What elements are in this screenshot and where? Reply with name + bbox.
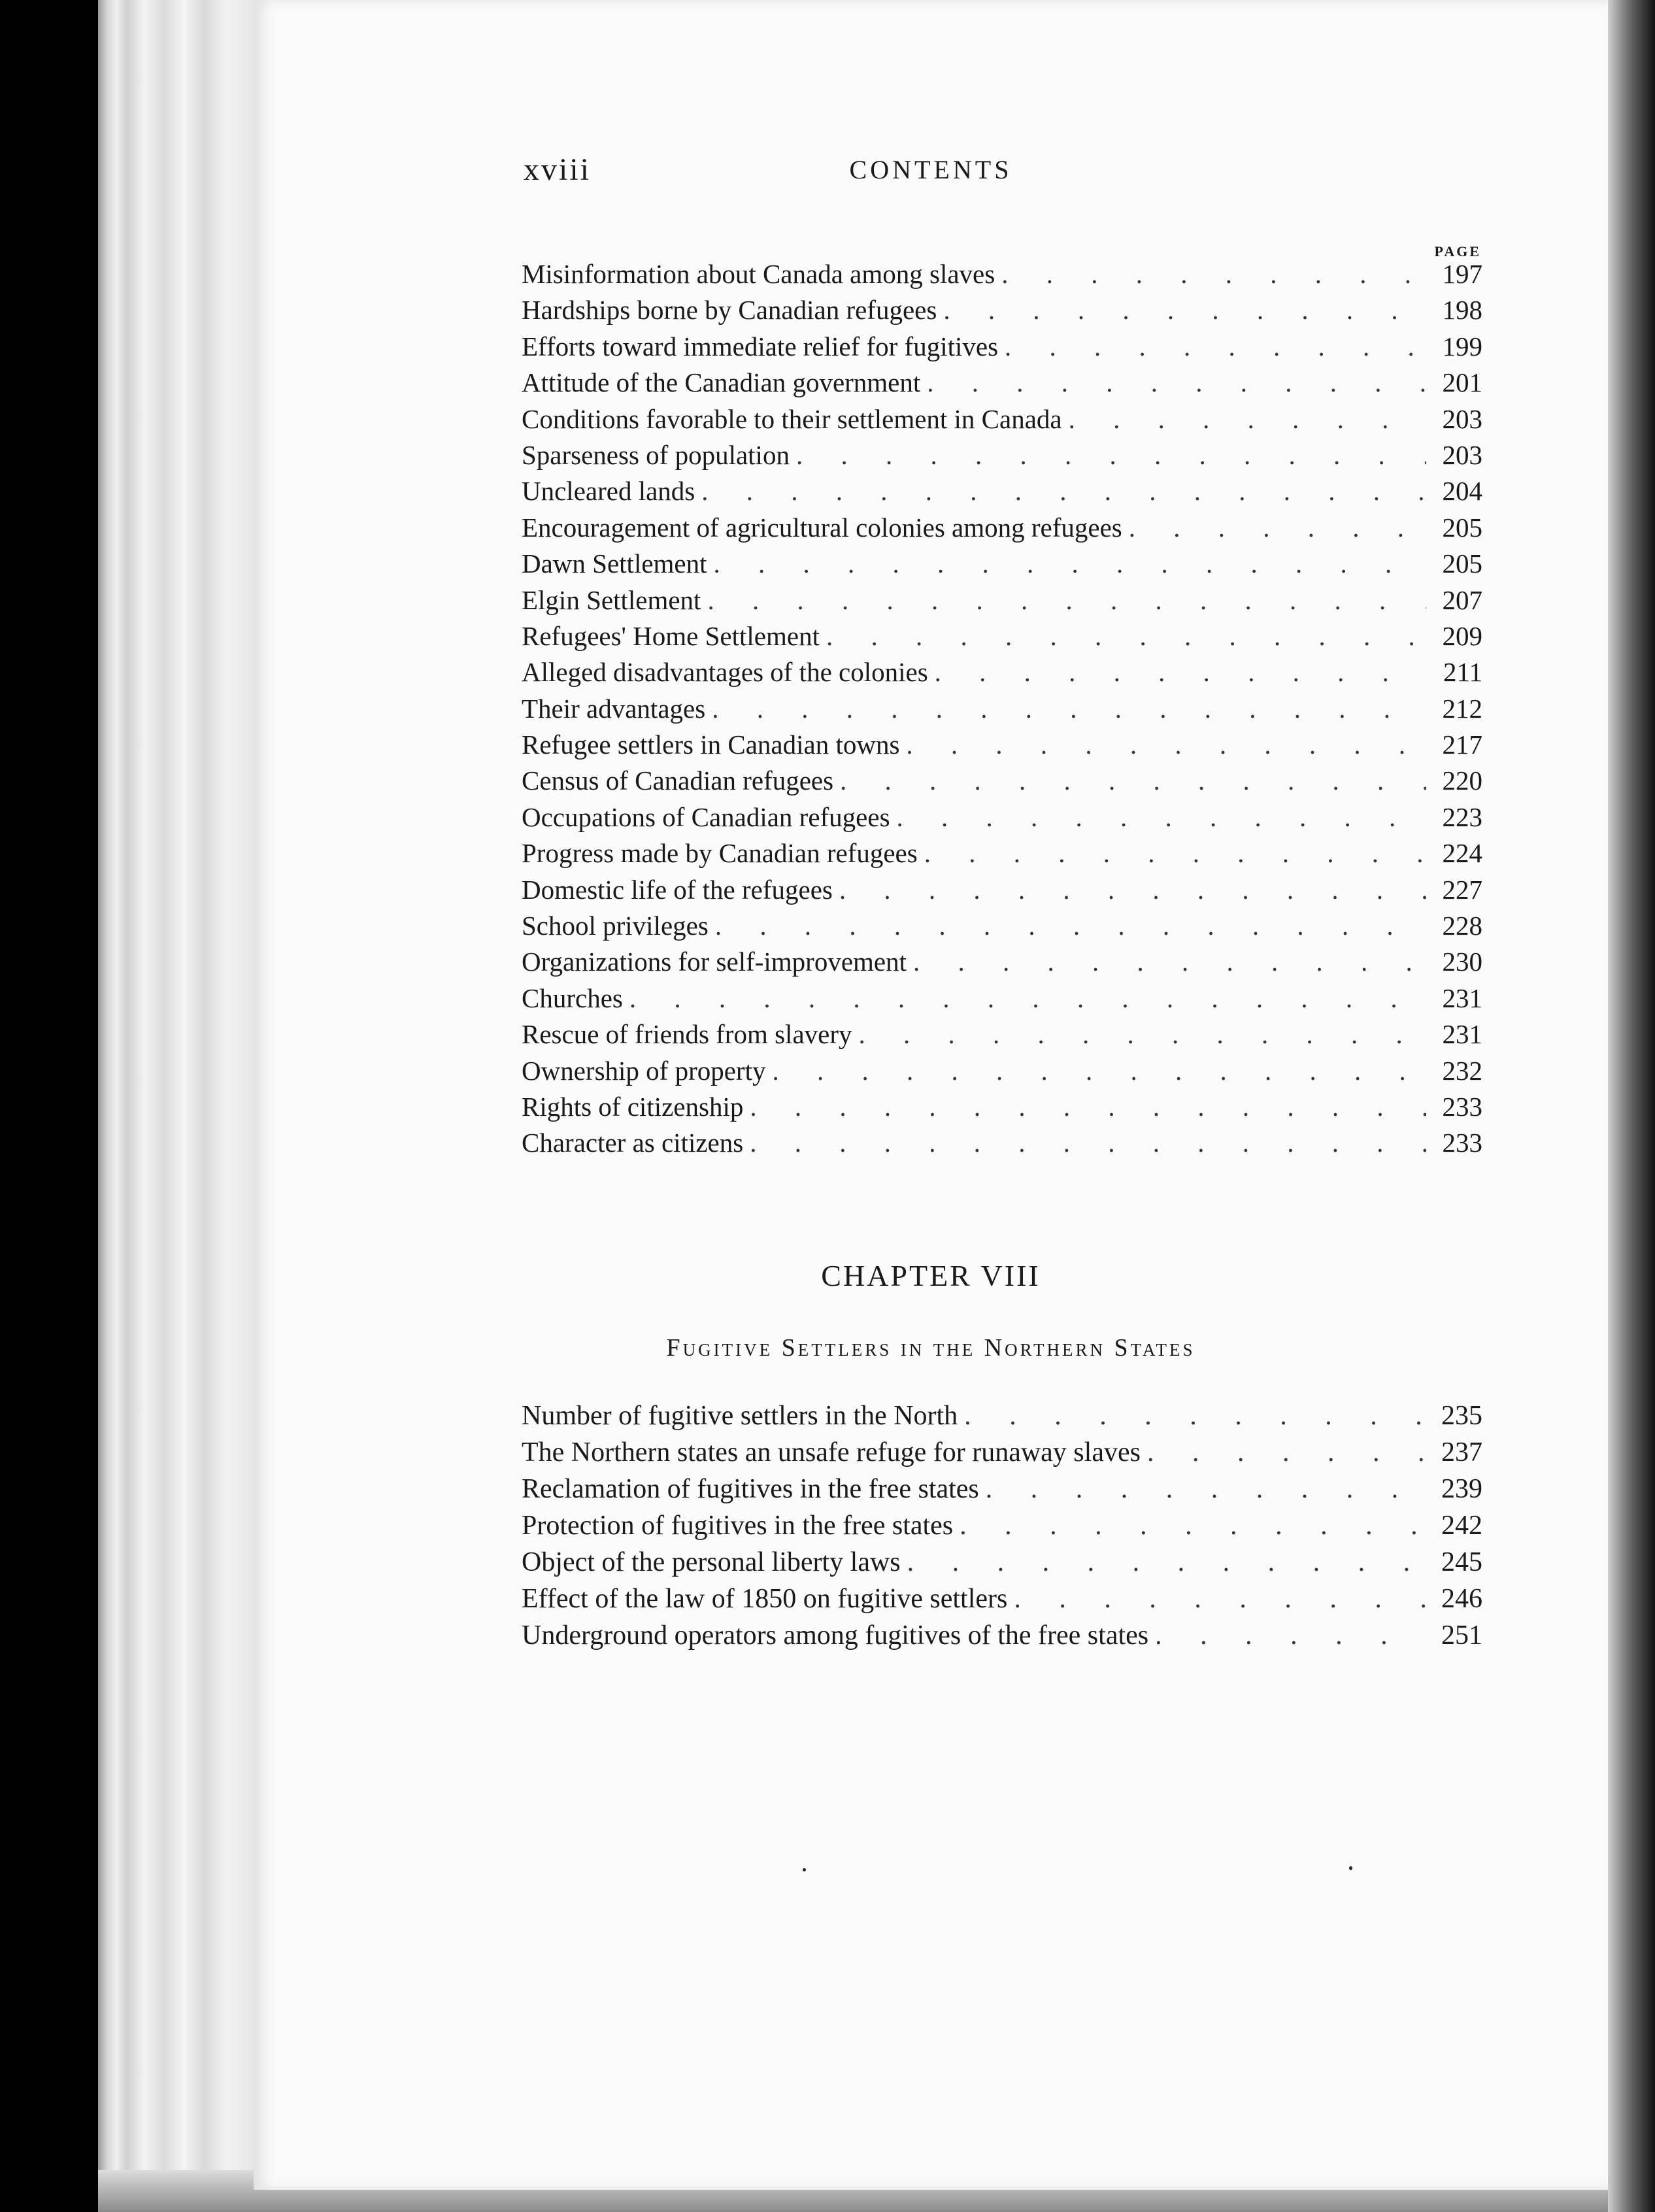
toc-entry-page: 224 xyxy=(1442,838,1482,869)
toc-entry xyxy=(522,1053,1482,1089)
toc-entry-page: 239 xyxy=(1441,1474,1482,1504)
toc-entry xyxy=(522,835,1482,871)
toc-entry-page: 251 xyxy=(1441,1620,1482,1651)
toc-entry-page: 246 xyxy=(1441,1584,1482,1614)
toc-entry xyxy=(522,727,1482,763)
toc-entry-page: 231 xyxy=(1442,982,1482,1013)
toc-entry-page: 203 xyxy=(1442,403,1482,434)
toc-entry-title: Underground operators among fugitives of the free states xyxy=(522,1620,1149,1651)
toc-entry xyxy=(522,1016,1482,1052)
toc-entry xyxy=(522,510,1482,546)
toc-entry xyxy=(522,654,1482,690)
toc-entry-title: The Northern states an unsafe refuge for runaway slaves xyxy=(522,1437,1141,1467)
dot-leader xyxy=(714,546,1426,582)
dot-leader xyxy=(750,1089,1426,1125)
toc-entry xyxy=(522,546,1482,582)
dot-leader xyxy=(1155,1617,1426,1654)
toc-entry-title: Dawn Settlement xyxy=(522,548,707,579)
toc-entry-title: Ownership of property xyxy=(522,1055,766,1086)
dot-leader xyxy=(986,1471,1426,1507)
toc-entry-title: Occupations of Canadian refugees xyxy=(522,801,890,832)
toc-entry-title: Rescue of friends from slavery xyxy=(522,1019,852,1050)
dot-leader xyxy=(750,1125,1426,1161)
dot-leader xyxy=(913,944,1426,980)
toc-entry-page: 212 xyxy=(1442,693,1482,724)
dot-leader xyxy=(1147,1434,1426,1471)
toc-entry-title: Efforts toward immediate relief for fugitives xyxy=(522,331,999,361)
toc-entry-title: Misinformation about Canada among slaves xyxy=(522,259,995,289)
toc-entry-page: 211 xyxy=(1443,657,1482,688)
toc-entry xyxy=(522,292,1482,328)
dot-leader xyxy=(907,1544,1426,1581)
dot-leader xyxy=(1129,510,1426,546)
toc-entry xyxy=(522,799,1482,835)
toc-entry-title: Churches xyxy=(522,982,623,1013)
book-page-edges xyxy=(98,0,255,2203)
toc-entry-title: Rights of citizenship xyxy=(522,1091,744,1122)
dot-leader xyxy=(1001,256,1426,292)
toc-entry xyxy=(522,1507,1482,1544)
toc-entry-title: Encouragement of agricultural colonies among refugees xyxy=(522,512,1122,543)
toc-entry-page: 217 xyxy=(1442,729,1482,760)
toc-entry xyxy=(522,1398,1482,1434)
toc-entry-page: 237 xyxy=(1441,1437,1482,1467)
toc-entry-title: Their advantages xyxy=(522,693,706,724)
toc-entry-page: 205 xyxy=(1442,548,1482,579)
toc-entry xyxy=(522,1617,1482,1654)
toc-entry xyxy=(522,1544,1482,1581)
toc-entry-page: 223 xyxy=(1442,801,1482,832)
toc-entry xyxy=(522,437,1482,473)
dot-leader xyxy=(840,763,1426,799)
toc-entry-title: Elgin Settlement xyxy=(522,584,701,615)
dot-leader xyxy=(924,835,1426,871)
toc-entry-title: Effect of the law of 1850 on fugitive settlers xyxy=(522,1584,1008,1614)
toc-entry-title: Sparseness of population xyxy=(522,439,790,470)
toc-entry-title: Object of the personal liberty laws xyxy=(522,1547,901,1577)
toc-entry-title: Domestic life of the refugees xyxy=(522,874,833,905)
toc-entry-title: Refugee settlers in Canadian towns xyxy=(522,729,900,760)
toc-entry xyxy=(522,763,1482,799)
dot-leader xyxy=(715,908,1426,944)
toc-entry-title: Uncleared lands xyxy=(522,476,695,507)
toc-entry xyxy=(522,980,1482,1016)
toc-entry-page: 228 xyxy=(1442,911,1482,941)
toc-entry-page: 209 xyxy=(1442,620,1482,651)
toc-entry-page: 230 xyxy=(1442,947,1482,977)
toc-entry-title: Hardships borne by Canadian refugees xyxy=(522,295,937,326)
toc-entry xyxy=(522,1125,1482,1161)
toc-entry-page: 201 xyxy=(1442,367,1482,398)
chapter-subtitle: Fugitive Settlers in the Northern States xyxy=(666,1334,1195,1362)
toc-entry xyxy=(522,944,1482,980)
toc-entry xyxy=(522,473,1482,509)
page-header xyxy=(254,152,1608,197)
toc-entry-page: 197 xyxy=(1442,259,1482,289)
toc-entry-page: 235 xyxy=(1441,1401,1482,1431)
toc-entry-page: 233 xyxy=(1442,1091,1482,1122)
toc-entry-page: 204 xyxy=(1442,476,1482,507)
toc-entry-page: 199 xyxy=(1442,331,1482,361)
print-speck xyxy=(1349,1866,1352,1870)
toc-entry-title: Organizations for self-improvement xyxy=(522,947,907,977)
page-column-label: PAGE xyxy=(1434,243,1481,260)
toc-entry-title: Attitude of the Canadian government xyxy=(522,367,921,398)
toc-entry-page: 227 xyxy=(1442,874,1482,905)
toc-entry-title: Number of fugitive settlers in the North xyxy=(522,1401,958,1431)
toc-entry-title: Census of Canadian refugees xyxy=(522,765,834,796)
dot-leader xyxy=(859,1016,1427,1052)
dot-leader xyxy=(927,365,1426,401)
dot-leader xyxy=(960,1507,1426,1544)
toc-entry-title: Alleged disadvantages of the colonies xyxy=(522,657,928,688)
toc-entry-page: 232 xyxy=(1442,1055,1482,1086)
dot-leader xyxy=(796,437,1426,473)
toc-entry xyxy=(522,872,1482,908)
dot-leader xyxy=(712,691,1426,727)
book-page xyxy=(254,0,1608,2190)
toc-entry-title: Conditions favorable to their settlement in Canada xyxy=(522,403,1062,434)
toc-entry xyxy=(522,908,1482,944)
dot-leader xyxy=(707,582,1426,618)
toc-entry xyxy=(522,1581,1482,1617)
chapter-heading: CHAPTER VIII xyxy=(821,1259,1041,1292)
dot-leader xyxy=(935,654,1426,690)
toc-entry xyxy=(522,256,1482,292)
toc-entry-page: 205 xyxy=(1442,512,1482,543)
running-head: CONTENTS xyxy=(849,155,1012,184)
toc-entry-page: 233 xyxy=(1442,1128,1482,1158)
toc-entry-title: Reclamation of fugitives in the free states xyxy=(522,1474,979,1504)
dot-leader xyxy=(839,872,1426,908)
dot-leader xyxy=(629,980,1426,1016)
toc-entry xyxy=(522,1471,1482,1507)
toc-entry-page: 220 xyxy=(1442,765,1482,796)
toc-entry-title: Protection of fugitives in the free states xyxy=(522,1511,954,1541)
print-speck xyxy=(803,1868,806,1871)
toc-entry xyxy=(522,1089,1482,1125)
dot-leader xyxy=(1014,1581,1426,1617)
toc-entry xyxy=(522,329,1482,365)
page-number-folio: xviii xyxy=(524,152,592,187)
book-right-edge xyxy=(1608,0,1655,2212)
dot-leader xyxy=(701,473,1426,509)
toc-entry-title: Character as citizens xyxy=(522,1128,744,1158)
toc-entry xyxy=(522,401,1482,437)
toc-entry xyxy=(522,1434,1482,1471)
dot-leader xyxy=(1069,401,1426,437)
dot-leader xyxy=(1005,329,1426,365)
toc-entry xyxy=(522,365,1482,401)
toc-entry-page: 207 xyxy=(1442,584,1482,615)
toc-entry-page: 198 xyxy=(1442,295,1482,326)
toc-entry xyxy=(522,618,1482,654)
toc-entry-page: 203 xyxy=(1442,439,1482,470)
toc-entry-title: School privileges xyxy=(522,911,709,941)
dot-leader xyxy=(964,1398,1426,1434)
toc-entry-title: Refugees' Home Settlement xyxy=(522,620,820,651)
toc-entry xyxy=(522,691,1482,727)
toc-list-chapter-vii xyxy=(522,256,1482,1162)
dot-leader xyxy=(897,799,1426,835)
toc-entry-page: 231 xyxy=(1442,1019,1482,1050)
dot-leader xyxy=(826,618,1426,654)
toc-entry xyxy=(522,582,1482,618)
toc-list-chapter-viii xyxy=(522,1398,1482,1654)
dot-leader xyxy=(772,1053,1426,1089)
toc-entry-page: 242 xyxy=(1441,1511,1482,1541)
dot-leader xyxy=(943,292,1426,328)
toc-entry-page: 245 xyxy=(1441,1547,1482,1577)
toc-entry-title: Progress made by Canadian refugees xyxy=(522,838,918,869)
dot-leader xyxy=(906,727,1426,763)
